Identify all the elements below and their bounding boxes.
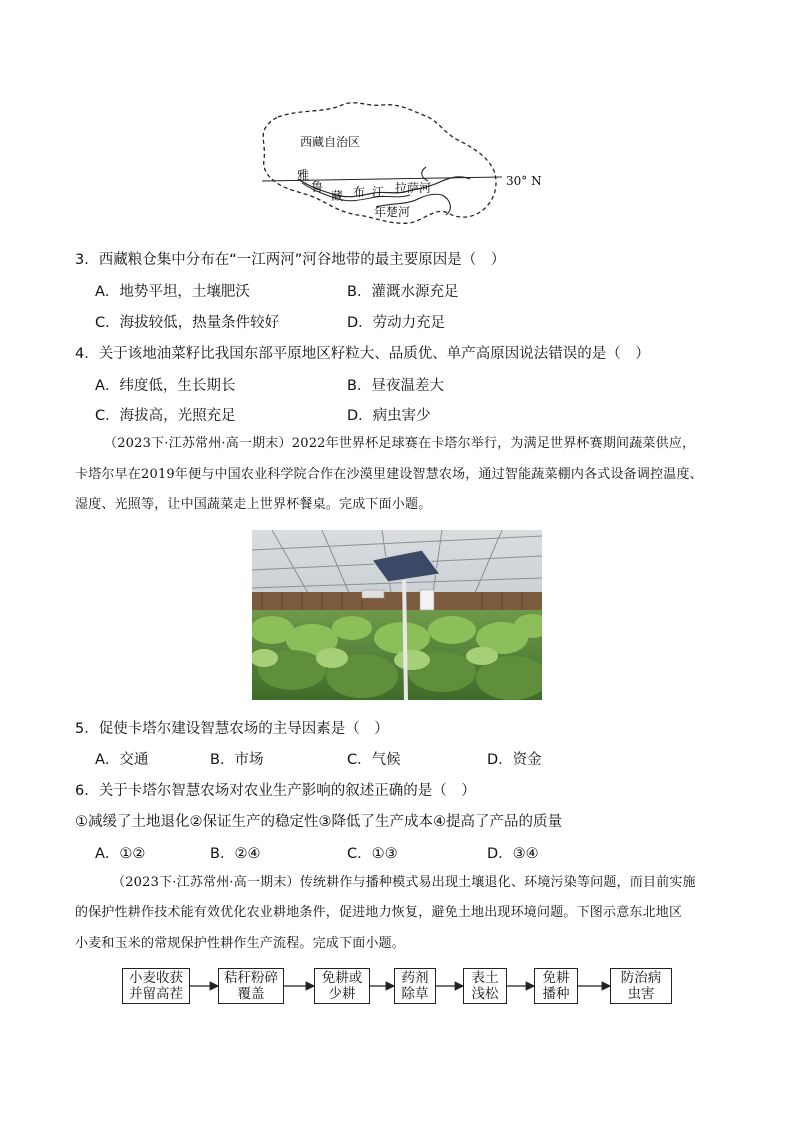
- question-3-stem: 3．西藏粮仓集中分布在“一江两河”河谷地带的最主要原因是（ ）: [75, 252, 506, 268]
- question-3-option-a[interactable]: A．地势平坦，土壤肥沃: [95, 284, 250, 300]
- question-4-option-b[interactable]: B．昼夜温差大: [347, 378, 444, 394]
- map-river-char-2: 鲁: [311, 180, 324, 194]
- flow-step-2-line-1: 秸秆粉碎: [224, 970, 278, 986]
- map-river-char-1: 雅: [297, 168, 310, 182]
- greenhouse-photo: [252, 530, 542, 700]
- question-6-statements: ①减缓了土地退化②保证生产的稳定性③降低了生产成本④提高了产品的质量: [75, 814, 562, 830]
- map-nianchu-label: 年楚河: [374, 205, 411, 219]
- map-latitude-label: 30° N: [506, 174, 542, 188]
- flow-step-3-line-1: 免耕或: [321, 970, 363, 986]
- flow-step-7-line-1: 防治病: [620, 970, 662, 986]
- question-6-option-c[interactable]: C．①③: [347, 846, 398, 862]
- flow-step-5: [463, 968, 507, 1004]
- question-5-option-d[interactable]: D．资金: [487, 752, 542, 768]
- flow-step-6: [534, 968, 578, 1004]
- question-6-option-b[interactable]: B．②④: [210, 846, 261, 862]
- passage-1-line-2: 卡塔尔早在2019年便与中国农业科学院合作在沙漠里建设智慧农场，通过智能蔬菜棚内各式设备调控温度、: [75, 467, 703, 482]
- question-4-option-a[interactable]: A．纬度低，生长期长: [95, 378, 236, 394]
- flow-step-2: [218, 968, 284, 1004]
- flow-step-4: [394, 968, 436, 1004]
- map-region-label: 西藏自治区: [300, 135, 361, 149]
- map-lhasa-label: 拉萨河: [395, 181, 432, 195]
- question-6-option-d[interactable]: D．③④: [487, 846, 539, 862]
- question-5-option-a[interactable]: A．交通: [95, 752, 149, 768]
- passage-2-line-1: （2023下·江苏常州·高一期末）传统耕作与播种模式易出现土壤退化、环境污染等问题，而目前实施: [112, 875, 696, 890]
- passage-2-line-2: 的保护性耕作技术能有效优化农业耕地条件，促进地力恢复，避免土地出现环境问题。下图示意东北地区: [75, 905, 683, 920]
- flow-step-7: [610, 968, 672, 1004]
- question-3-option-b[interactable]: B．灌溉水源充足: [347, 284, 459, 300]
- question-5-option-c[interactable]: C．气候: [347, 752, 401, 768]
- flow-step-1-line-1: 小麦收获: [129, 970, 183, 986]
- flow-step-3-line-2: 少耕: [328, 986, 356, 1002]
- flow-step-7-line-2: 虫害: [627, 986, 655, 1002]
- question-4-option-c[interactable]: C．海拔高，光照充足: [95, 408, 236, 424]
- question-4-option-d[interactable]: D．病虫害少: [347, 408, 431, 424]
- flow-step-2-line-2: 覆盖: [237, 986, 265, 1002]
- map-river-char-4: 布: [353, 185, 366, 199]
- passage-1-line-1: （2023下·江苏常州·高一期末）2022年世界杯足球赛在卡塔尔举行，为满足世界杯赛期间蔬菜供应，: [104, 436, 696, 451]
- passage-1-line-3: 湿度、光照等，让中国蔬菜走上世界杯餐桌。完成下面小题。: [75, 497, 432, 512]
- flow-step-4-line-1: 药剂: [401, 970, 429, 986]
- map-river-char-3: 藏: [331, 189, 344, 203]
- map-river-char-5: 江: [372, 185, 385, 199]
- question-4-stem: 4．关于该地油菜籽比我国东部平原地区籽粒大、品质优、单产高原因说法错误的是（ ）: [75, 346, 650, 362]
- question-5-stem: 5．促使卡塔尔建设智慧农场的主导因素是（ ）: [75, 721, 389, 737]
- flow-step-1: [122, 968, 190, 1004]
- question-6-stem: 6．关于卡塔尔智慧农场对农业生产影响的叙述正确的是（ ）: [75, 783, 476, 799]
- flow-step-6-line-2: 播种: [542, 986, 570, 1002]
- flow-step-1-line-2: 并留高茬: [129, 986, 183, 1002]
- flow-step-6-line-1: 免耕: [542, 970, 570, 986]
- question-3-option-d[interactable]: D．劳动力充足: [347, 315, 446, 331]
- question-3-option-c[interactable]: C．海拔较低，热量条件较好: [95, 315, 280, 331]
- passage-2-line-3: 小麦和玉米的常规保护性耕作生产流程。完成下面小题。: [75, 936, 406, 951]
- flow-step-3: [314, 968, 370, 1004]
- question-5-option-b[interactable]: B．市场: [210, 752, 264, 768]
- flow-step-5-line-1: 表土: [471, 970, 499, 986]
- flow-step-4-line-2: 除草: [401, 986, 429, 1002]
- question-6-option-a[interactable]: A．①②: [95, 846, 146, 862]
- flow-step-5-line-2: 浅松: [471, 986, 499, 1002]
